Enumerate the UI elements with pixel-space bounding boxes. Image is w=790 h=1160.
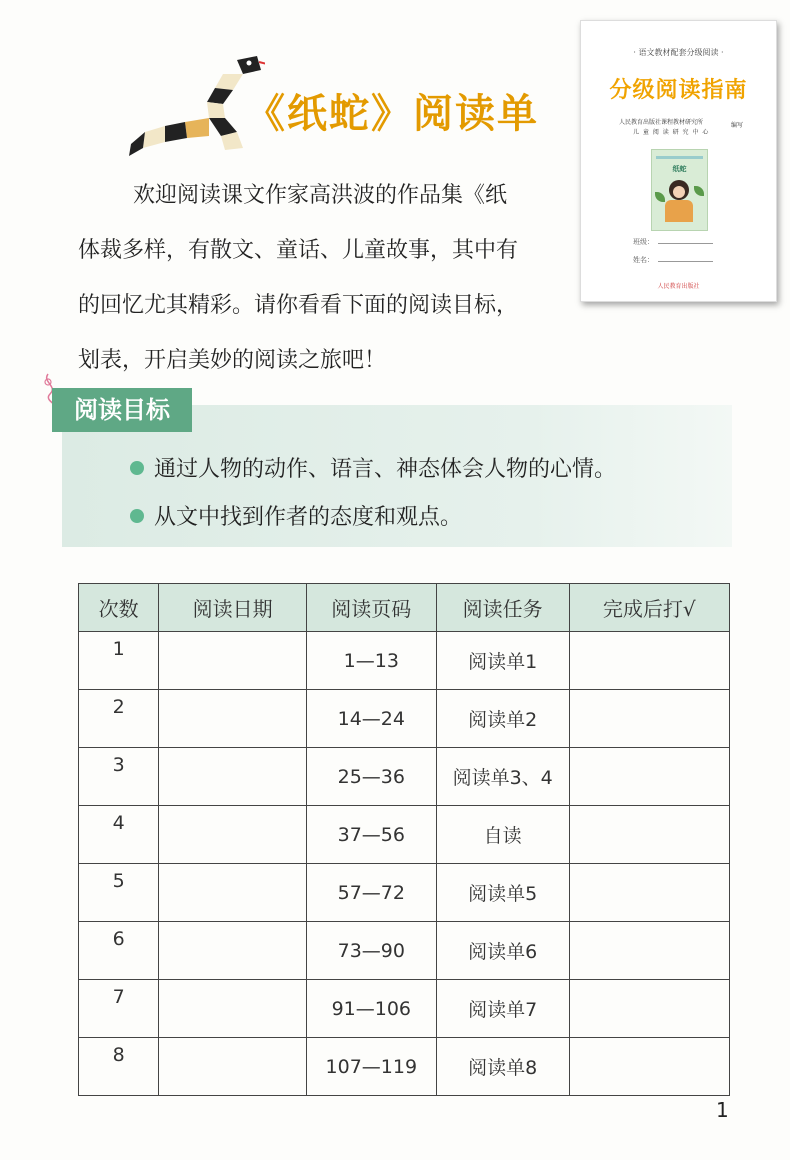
book-series-label: · 语文教材配套分级阅读 · [633,48,724,57]
cell-count: 4 [79,806,159,864]
cell-task: 自读 [436,806,569,864]
table-row [79,690,730,748]
cell-done[interactable] [569,864,729,922]
reading-goals-heading: 阅读目标 [52,388,192,432]
book-thumbnail [651,149,708,231]
cell-done[interactable] [569,806,729,864]
bullet-icon [130,461,144,475]
cell-date[interactable] [159,632,307,690]
cell-done[interactable] [569,748,729,806]
page-number: 1 [716,1098,729,1122]
table-row [79,980,730,1038]
cell-date[interactable] [159,806,307,864]
table-row [79,864,730,922]
book-editor-label: 编写 [731,122,744,129]
intro-line: 体裁多样，有散文、童话、儿童故事，其中有 [78,238,519,263]
cell-done[interactable] [569,922,729,980]
cell-task: 阅读单3、4 [436,748,569,806]
cell-task: 阅读单6 [436,922,569,980]
cell-pages: 25—36 [306,748,436,806]
bullet-icon [130,509,144,523]
cell-count: 8 [79,1038,159,1096]
cell-count: 7 [79,980,159,1038]
intro-line: 划表，开启美妙的阅读之旅吧！ [78,348,387,373]
book-name-line: 姓名： [633,255,713,265]
table-header-row [79,584,730,632]
cell-count: 3 [79,748,159,806]
table-row [79,1038,730,1096]
cell-pages: 73—90 [306,922,436,980]
cell-date[interactable] [159,864,307,922]
paper-snake-illustration [125,52,265,162]
book-class-line: 班级： [633,237,713,247]
col-header-pages: 阅读页码 [306,584,436,632]
cell-pages: 57—72 [306,864,436,922]
cell-task: 阅读单8 [436,1038,569,1096]
cell-date[interactable] [159,922,307,980]
book-footer: 人民教育出版社 [657,283,700,290]
col-header-task: 阅读任务 [436,584,569,632]
cell-task: 阅读单7 [436,980,569,1038]
cell-date[interactable] [159,980,307,1038]
cell-count: 6 [79,922,159,980]
table-row [79,748,730,806]
book-thumb-title: 纸蛇 [672,165,687,173]
cell-task: 阅读单5 [436,864,569,922]
book-publisher-center: 儿 童 阅 读 研 究 中 心 [633,129,710,136]
col-header-date: 阅读日期 [159,584,307,632]
cell-task: 阅读单1 [436,632,569,690]
table-row [79,806,730,864]
intro-line: 的回忆尤其精彩。请你看看下面的阅读目标， [78,293,519,318]
page-title: 《纸蛇》阅读单 [245,90,539,137]
cell-pages: 107—119 [306,1038,436,1096]
cell-count: 1 [79,632,159,690]
table-row [79,632,730,690]
cell-count: 5 [79,864,159,922]
col-header-done: 完成后打√ [569,584,729,632]
book-title: 分级阅读指南 [609,78,748,103]
cell-pages: 91—106 [306,980,436,1038]
cell-pages: 1—13 [306,632,436,690]
cell-date[interactable] [159,1038,307,1096]
intro-paragraph [78,168,608,388]
cell-task: 阅读单2 [436,690,569,748]
cell-date[interactable] [159,690,307,748]
table-row [79,922,730,980]
page: 《纸蛇》阅读单 欢迎阅读课文作家高洪波的作品集《纸 体裁多样，有散文、童话、儿童故事，其中有 的回忆尤其精彩。请你看看下面的阅读目标， 划表，开启美妙的阅读之旅吧！ · 语文教材配套分级阅读 · 分级阅读指南 人民教育出版社课程教材研究所 儿 童 阅 读 研 究 中 心 编写 纸蛇 班级： 姓名： 人民教育出版社 阅读目标 通过人物的动作、语言、神态体会人物的心情。 从文中找到作者的态度和观点。 次数 阅读日期 阅读页码 阅读任务 完成后打√ 1 1—13 阅读单1 2 14—24 阅读单2 3 25—36 阅读单3、4 4 37—56 自读 5 57—72 阅读单5 6 73—90 阅读单6 7 91—106 阅读单7 8 107—119 阅读单8 1 [0,0,790,1160]
cell-done[interactable] [569,632,729,690]
intro-line: 欢迎阅读课文作家高洪波的作品集《纸 [133,183,508,208]
book-cover-image [580,20,777,302]
cell-done[interactable] [569,690,729,748]
col-header-count: 次数 [79,584,159,632]
cell-count: 2 [79,690,159,748]
cell-pages: 14—24 [306,690,436,748]
reading-plan-table [78,583,730,1096]
book-publisher: 人民教育出版社课程教材研究所 [619,119,704,126]
cell-done[interactable] [569,980,729,1038]
cell-done[interactable] [569,1038,729,1096]
cell-pages: 37—56 [306,806,436,864]
cell-date[interactable] [159,748,307,806]
